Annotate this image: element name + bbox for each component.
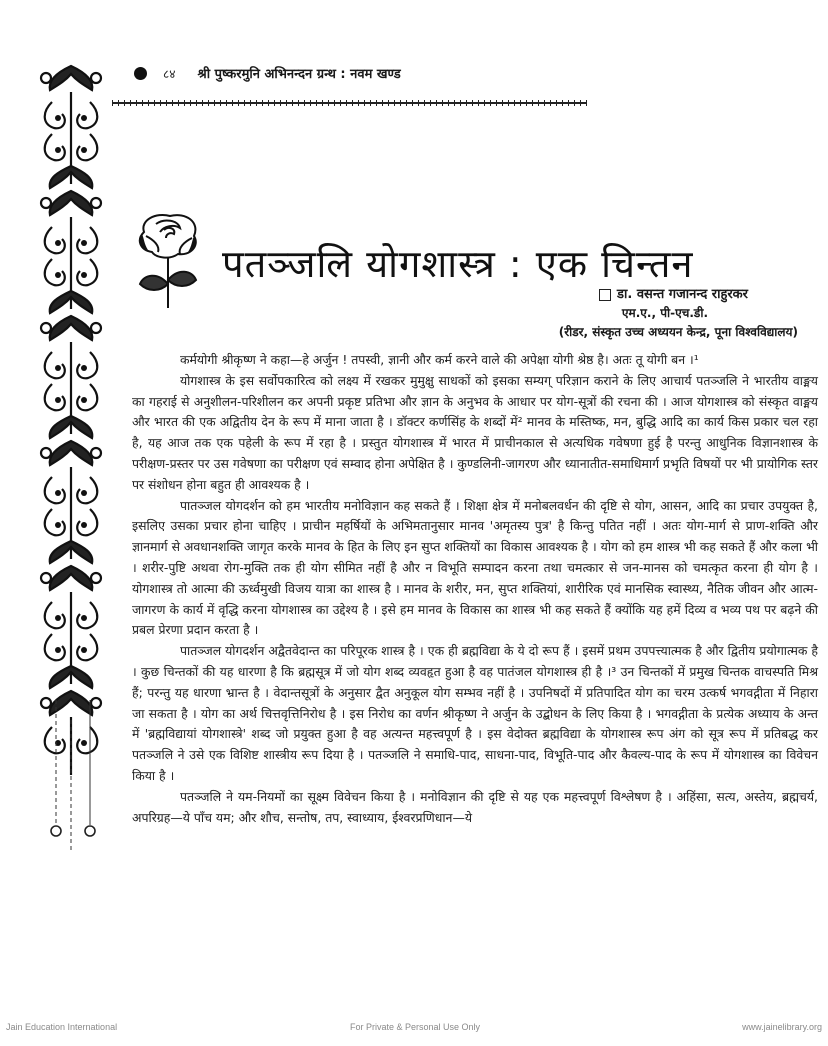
- footer-publisher: Jain Education International: [6, 1022, 118, 1032]
- footer-usage-note: For Private & Personal Use Only: [350, 1022, 481, 1032]
- running-header: [134, 62, 401, 84]
- header-divider: [112, 99, 587, 107]
- rose-icon: [134, 210, 204, 310]
- paragraph: पतञ्जलि ने यम-नियमों का सूक्ष्म विवेचन किया है । मनोविज्ञान की दृष्टि से यह एक महत्त्वपूर्ण विश्लेषण है । अहिंसा, सत्य, अस्तेय, ब्रह्मचर्य, अपरिग्रह—ये पाँच यम; और शौच, सन्तोष, तप, स्वाध्याय, ईश्वरप्रणिधान—ये: [132, 788, 818, 825]
- bullet-icon: [134, 67, 147, 80]
- article-title: पतञ्जलि योगशास्त्र : एक चिन्तन: [222, 242, 694, 287]
- running-title: श्री पुष्करमुनि अभिनन्दन ग्रन्थ : नवम खण्ड: [197, 67, 401, 82]
- checkbox-square-icon: [599, 289, 611, 301]
- author-degrees: एम.ए., पी-एच.डी.: [621, 306, 708, 320]
- page-number: ८४: [163, 66, 176, 81]
- page-footer: [0, 1022, 828, 1036]
- ornament-icon: [38, 62, 104, 192]
- paragraph: पातञ्जल योगदर्शन को हम भारतीय मनोविज्ञान कह सकते हैं । शिक्षा क्षेत्र में मनोबलवर्धन की दृष्टि से योग, आसन, आदि का प्रचार उपयुक्त है, इसलिए उसका प्रचार होना चाहिए । प्राचीन महर्षियों के अभिमतानुसार मानव 'अमृतस्य पुत्र' है किन्तु पतित नहीं । अतः योग-मार्ग से प्राण-शक्ति और ज्ञानमार्ग से अवधानशक्ति जागृत करके मानव के हित के लिए इन सुप्त शक्तियों का विकास आवश्यक है । योग को हम शास्त्र भी कह सकते हैं और कला भी । शरीर-पुष्टि अथवा रोग-मुक्ति तक ही योग सीमित नहीं है और न विभूति सम्पादन करना तथा चमत्कार से जन-मानस को चमत्कृत करना ही योग है । योगशास्त्र तो आत्मा की ऊर्ध्वमुखी विजय यात्रा का शास्त्र है । मानव के शरीर, मन, सुप्त शक्तियां, शारीरिक एवं मानसिक स्वास्थ्य, नैतिक जीवन और आत्म-जागरण के कार्य में वृद्धि करना योगशास्त्र का उद्देश्य है । इसे हम मानव के विकास का शास्त्र भी कह सकते हैं क्योंकि यह हमें दिव्य व भव्य पथ पर बढ़ने की प्रबल प्रेरणा प्रदान करता है ।: [132, 497, 818, 638]
- ornament-icon: [38, 562, 104, 692]
- article-body: [132, 350, 818, 828]
- ornament-icon: [38, 437, 104, 567]
- paragraph: कर्मयोगी श्रीकृष्ण ने कहा—हे अर्जुन ! तपस्वी, ज्ञानी और कर्म करने वाले की अपेक्षा योगी श्रेष्ठ है। अतः तू योगी बन ।¹: [180, 352, 699, 367]
- paragraph: पातञ्जल योगदर्शन अद्वैतवेदान्त का परिपूरक शास्त्र है । एक ही ब्रह्मविद्या के ये दो रूप हैं । इसमें प्रथम उपपत्त्यात्मक है और द्वितीय प्रयोगात्मक है । कुछ चिन्तकों की यह धारणा है कि ब्रह्मसूत्र में जो योग शब्द व्यवहृत हुआ है वह पातंजल योगशास्त्र ही है ।³ उन चिन्तकों में प्रमुख चिन्तक वाचस्पति मिश्र हैं; परन्तु यह धारणा भ्रान्त है । वेदान्तसूत्रों के अनुसार द्वैत अनुकूल योग सम्भव नहीं है । उपनिषदों में प्रतिपादित योग का चरम उत्कर्ष भगवद्गीता में निहारा जा सकता है । योग का अर्थ चित्तवृत्तिनिरोध है । इस निरोध का वर्णन श्रीकृष्ण ने अर्जुन के उद्बोधन के लिए किया है । भगवद्गीता के प्रत्येक अध्याय के अन्त में 'ब्रह्मविद्यायां योगशास्त्रे' शब्द जो प्रयुक्त हुआ है वह अत्यन्त महत्त्वपूर्ण है । इस वेदोक्त ब्रह्मविद्या के योगशास्त्र रूप अंग को सूत्र रूप में प्रतिबद्ध कर पतञ्जलि ने उसे एक विशिष्ट शास्त्रीय रूप दिया है । पतञ्जलि ने समाधि-पाद, साधना-पाद, विभूति-पाद और कैवल्य-पाद के रूप में योगशास्त्र का विवेचन किया है ।: [132, 643, 818, 783]
- author-affiliation: (रीडर, संस्कृत उच्च अध्ययन केन्द्र, पूना विश्वविद्यालय): [558, 325, 798, 339]
- footer-website-link[interactable]: www.jainelibrary.org: [742, 1022, 822, 1032]
- border-pendant-icon: [38, 700, 104, 850]
- paragraph: योगशास्त्र के इस सर्वोपकारित्व को लक्ष्य में रखकर मुमुक्षु साधकों को इसका सम्यग् परिज्ञान कराने के लिए आचार्य पतञ्जलि ने भारतीय वाङ्मय का गहराई से अनुशीलन-परिशीलन कर अपनी प्रकृष्ट प्रतिभा और ज्ञान के अनुभव के आधार पर योग-सूत्रों की रचना की । आज योगशास्त्र को संस्कृत वाङ्मय और भारत की एक अद्वितीय देन के रूप में माना जाता है । डॉक्टर कर्णसिंह के शब्दों में² मानव के मस्तिष्क, मन, बुद्धि आदि का कार्य किस प्रकार चल रहा है, यह आज तक एक पहेली के रूप में रहा है । प्रस्तुत योगशास्त्र में भारत में प्राचीनकाल से अत्यधिक गवेषणा हुई है परन्तु आधुनिक विज्ञानशास्त्र के परीक्षण-प्रस्तर पर उस गवेषणा का परीक्षण एवं सम्वाद होना अपेक्षित है । कुण्डलिनी-जागरण और ध्यानातीत-समाधिमार्ग प्रभृति विषयों पर भी प्रायोगिक स्तर पर संशोधन होना बहुत ही आवश्यक है ।: [132, 372, 818, 492]
- ornament-icon: [38, 312, 104, 442]
- author-name: डा. वसन्त गजानन्द राहुरकर: [617, 287, 748, 302]
- ornament-icon: [38, 187, 104, 317]
- author-block: [558, 285, 798, 342]
